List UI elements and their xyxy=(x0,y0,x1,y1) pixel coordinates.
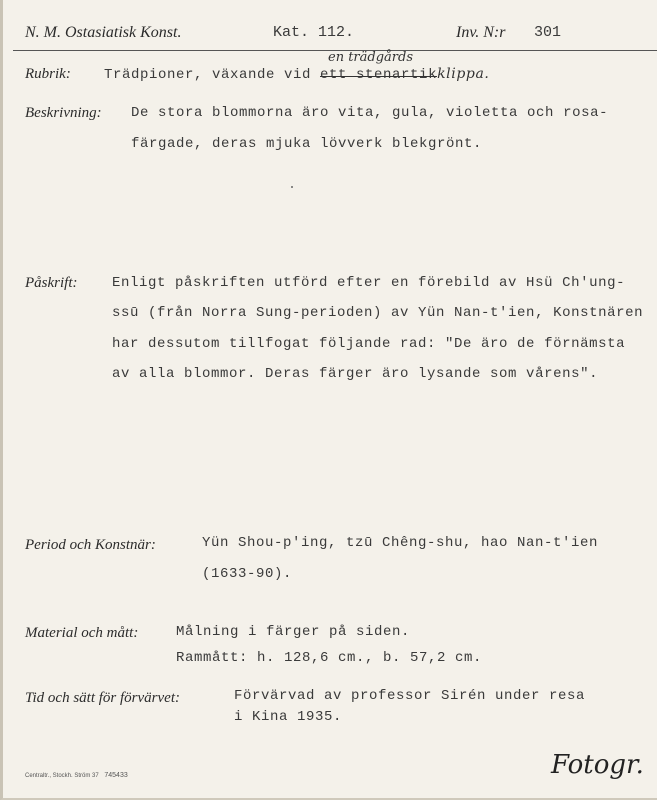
printer-imprint xyxy=(25,772,128,779)
beskrivning-line-2: färgade, deras mjuka lövverk blekgrönt. xyxy=(131,136,483,152)
paskrift-line-2: ssū (från Norra Sung-perioden) av Yün Nan-t'ien, Konstnären xyxy=(112,305,644,321)
paskrift-label: Påskrift: xyxy=(25,275,78,291)
printer-name: Centraltr., Stockh. Ström 37 xyxy=(25,773,99,779)
handwritten-note: Fotogr. xyxy=(551,750,644,780)
rubrik-text xyxy=(104,66,489,83)
beskrivning-line-1: De stora blommorna äro vita, gula, violetta och rosa- xyxy=(131,105,609,121)
material-line-2: Rammått: h. 128,6 cm., b. 57,2 cm. xyxy=(176,650,483,666)
rubrik-label: Rubrik: xyxy=(25,66,71,82)
period-line-1: Yün Shou-p'ing, tzū Chêng-shu, hao Nan-t'ien xyxy=(202,535,599,551)
paskrift-line-1: Enligt påskriften utförd efter en förebild av Hsü Ch'ung- xyxy=(112,275,626,291)
forvarv-line-1: Förvärvad av professor Sirén under resa xyxy=(234,688,586,704)
rubrik-handwritten-insert: en trädgårds xyxy=(328,50,413,65)
museum-name: N. M. Ostasiatisk Konst. xyxy=(25,24,182,41)
paskrift-line-4: av alla blommor. Deras färger äro lysande som vårens". xyxy=(112,366,599,382)
inventory-number: 301 xyxy=(534,24,562,41)
forvarv-label: Tid och sätt för förvärvet: xyxy=(25,690,180,706)
paper-speck xyxy=(291,186,293,188)
paskrift-line-3: har dessutom tillfogat följande rad: "De äro de förnämsta xyxy=(112,336,626,352)
inventory-label: Inv. N:r xyxy=(456,24,506,41)
printer-number: 745433 xyxy=(104,772,128,779)
catalog-number: Kat. 112. xyxy=(273,24,355,41)
material-line-1: Målning i färger på siden. xyxy=(176,624,411,640)
period-label: Period och Konstnär: xyxy=(25,537,156,553)
material-label: Material och mått: xyxy=(25,625,139,641)
period-line-2: (1633-90). xyxy=(202,566,293,582)
rubrik-struck-text: ett stenartik xyxy=(320,67,438,83)
forvarv-line-2: i Kina 1935. xyxy=(234,709,343,725)
rubrik-main: Trädpioner, växande vid xyxy=(104,67,312,83)
rubrik-handwritten-tail: klippa. xyxy=(437,66,490,82)
beskrivning-label: Beskrivning: xyxy=(25,105,102,121)
